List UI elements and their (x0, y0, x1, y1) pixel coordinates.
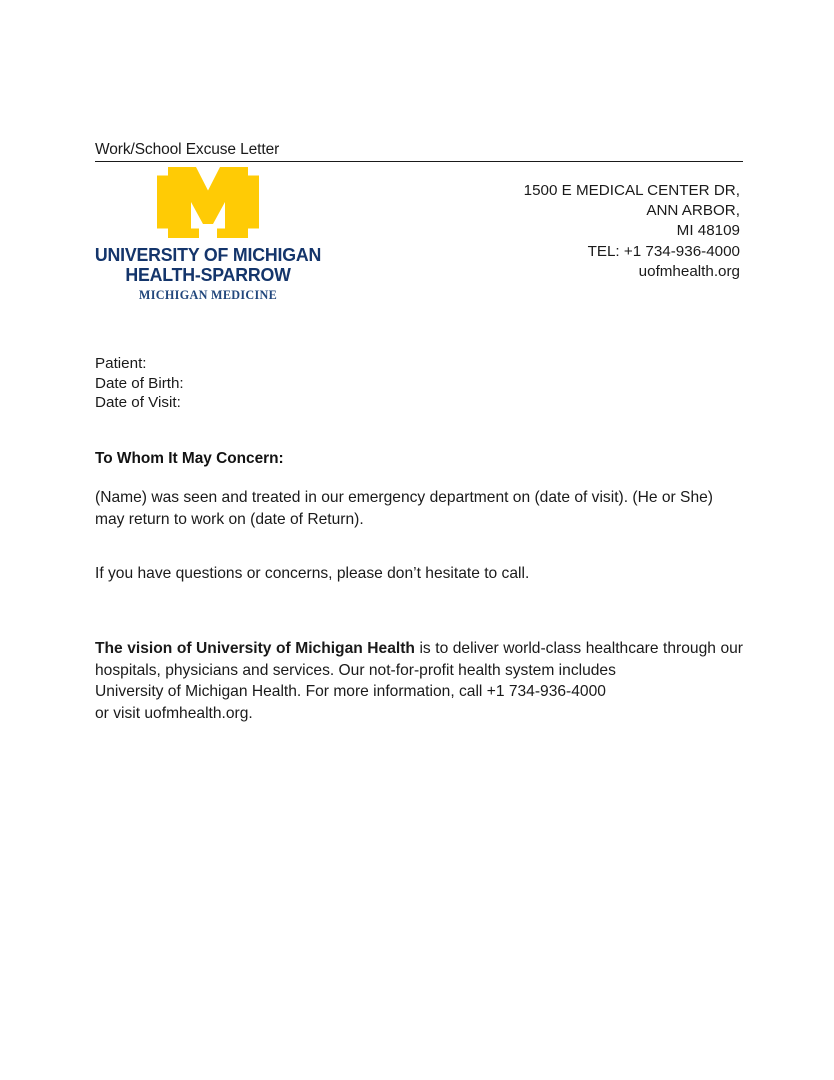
patient-info-block (95, 354, 184, 413)
date-of-visit-label: Date of Visit: (95, 394, 181, 412)
letterhead-address (524, 181, 740, 282)
logo-wordmark (93, 245, 323, 285)
logo-wordmark-line-2: HEALTH-SPARROW (125, 264, 291, 285)
vision-line-4: or visit uofmhealth.org. (95, 704, 253, 722)
date-of-birth-label: Date of Birth: (95, 374, 184, 392)
address-line-website: uofmhealth.org (638, 262, 740, 280)
vision-line-3: University of Michigan Health. For more information, call +1 734-936-4000 (95, 683, 606, 700)
letter-paragraph-vision (95, 638, 743, 724)
vision-bold-lead: The vision of University of Michigan Health (95, 640, 415, 657)
page-title: Work/School Excuse Letter (95, 141, 280, 158)
vision-rest: is to deliver world-class healthcare through our hospitals, physicians and services. Our not-for-profit health system includes (95, 640, 743, 679)
block-m-icon (156, 166, 260, 239)
letter-paragraph-contact: If you have questions or concerns, please don’t hesitate to call. (95, 565, 530, 582)
vision-tail (95, 681, 743, 724)
address-line-street: 1500 E MEDICAL CENTER DR, (523, 182, 740, 199)
address-line-state-zip: MI 48109 (676, 222, 740, 240)
header-divider (95, 161, 743, 162)
address-line-city: ANN ARBOR, (646, 202, 740, 220)
letter-paragraph-visit: (Name) was seen and treated in our emergency department on (date of visit). (He or She) may return to work on (date of Return). (95, 489, 713, 528)
address-line-phone: TEL: +1 734-936-4000 (587, 242, 740, 260)
logo-subtitle: MICHIGAN MEDICINE (138, 288, 278, 302)
letterhead-logo (88, 166, 328, 302)
logo-wordmark-line-1: UNIVERSITY OF MICHIGAN (94, 244, 322, 265)
patient-name-label: Patient: (95, 355, 147, 372)
salutation: To Whom It May Concern: (95, 450, 284, 467)
